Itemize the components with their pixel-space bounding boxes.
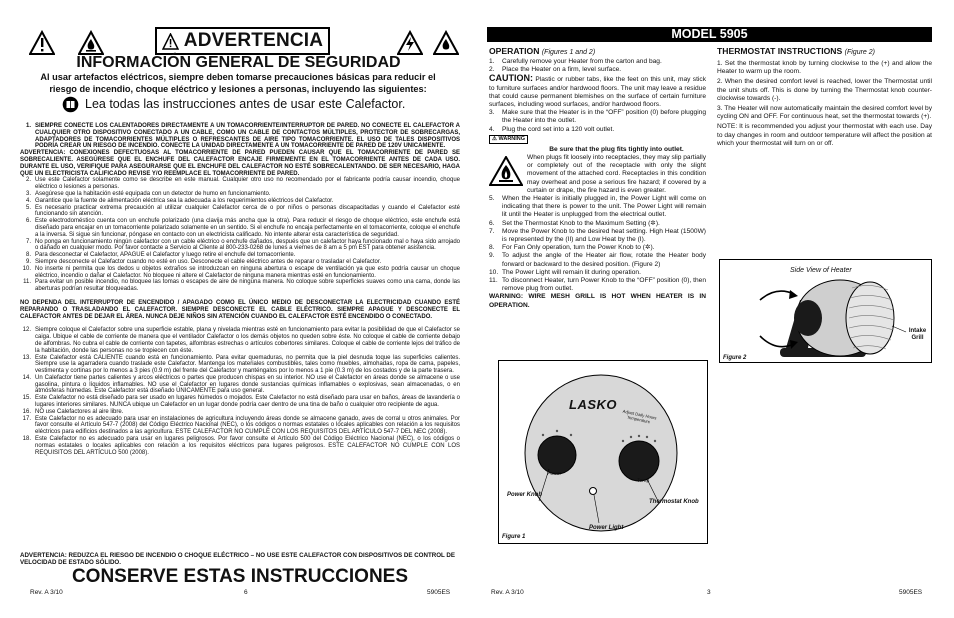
figure-1-label: Figure 1	[502, 534, 526, 540]
power-knob-label: Power Knob	[507, 492, 543, 498]
list-item: 2. Use este Calefactor solamente como se describe en este manual. Cualquier otro uso no recomendado por el fabricante podría causar incendio, choque eléctrico o lesiones a personas.	[25, 177, 460, 191]
list-item: 2. Place the Heater on a firm, level surface.	[489, 66, 622, 74]
safety-heading: INFORMACIÓN GENERAL DE SEGURIDAD	[76, 54, 401, 71]
thermostat-paragraph: NOTE: It is recommended you adjust your thermostat with each use. Day to day changes in room and outdoor temperature will affect the position at which your thermostat will turn on or off.	[717, 123, 932, 147]
list-item: 7. Move the Power Knob to the desired heat setting. High Heat (1500W) is represented by the (II) and Low Heat by the (I).	[489, 227, 706, 244]
list-item: 15. Este Calefactor no está diseñado para ser usado en lugares húmedos o mojados. Este Calefactor no está diseñado para usar en baños, áreas de lavandería o lugares interiores similares. NUNCA ubique un Calefactor en un lugar donde podría caer dentro de una tina de baño o cualquier otro recipiente de agua.	[22, 395, 460, 409]
connection-warning: ADVERTENCIA: CONEXIONES DEFECTUOSAS AL TOMACORRIENTE DE PARED PUEDEN CAUSAR QUE EL TOMACORRIENTE DE PARED SE SOBRECALIENTE. ASEGÚRESE QUE EL ENCHUFE DEL CALEFACTOR ENCAJE FIRMEMENTE EN EL TOMACORRIENTE ANTES DE CADA USO. DURANTE EL USO, VERIFIQUE PARA ASEGURARSE QUE EL ENCHUFE DEL CALEFACTOR NO ESTÉ SOBRECALENTANDO. DE SER NECESARIO, HAGA QUE UN ELECTRICISTA CALIFICADO REVISE Y/O REEMPLACE EL TOMACORRIENTE DE PARED.	[20, 150, 460, 177]
operation-steps-a	[489, 58, 706, 74]
wire-grill-warning: WARNING: WIRE MESH GRILL IS HOT WHEN HEATER IS IN OPERATION.	[489, 293, 706, 309]
thermostat-paragraph: 3. The Heater will now automatically maintain the desired comfort level by cycling ON and OFF. For continuous heat, set the thermostat towards (+).	[717, 105, 932, 121]
control-panel-illustration	[499, 361, 709, 545]
operation-column	[489, 46, 706, 310]
list-item: 14. Un Calefactor tiene partes calientes y arcos eléctricos o partes que producen chispas en su interior. NO use el Calefactor en áreas donde se almacene o use gasolina, pintura o líquidos inflamables. NO use el Calefactor en lugares donde sustancias químicas inflamables o explosivas, sean almacenadas, o en atmósferas húmedas. Este Calefactor está diseñado ÚNICAMENTE para uso general.	[22, 374, 460, 395]
temp-dial-word: Temp	[637, 478, 650, 484]
list-item: 3. Asegúrese que la habitación esté equipada con un detector de humo en funcionamiento.	[25, 190, 271, 197]
warning-badge: ⚠ WARNING	[489, 135, 528, 144]
caution-paragraph: CAUTION: Plastic or rubber tabs, like the feet on this unit, may stick to furniture surfaces and/or hardwood floors. The unit may leave a residue that could cause permanent blemishes on the surface of certain furniture surfaces, including wood surfaces, and/or hardwood floors.	[489, 73, 706, 109]
fire-hazard-icon	[433, 30, 459, 56]
operation-steps-b	[489, 109, 706, 134]
read-instructions-row	[62, 95, 452, 113]
list-item: 11. To disconnect Heater, turn Power Knob to the “OFF” position (0), then remove plug from outlet.	[489, 277, 706, 293]
plug-warning-block	[489, 146, 706, 195]
list-item: 5. Es necesario practicar extrema precaución al utilizar cualquier Calefactor cerca de o por niños o personas discapacitadas y cuando el Calefactor esté funcionando sin atención.	[25, 204, 460, 218]
list-item: 10. The Power Light will remain lit during operation.	[489, 268, 641, 276]
thermostat-knob-label: Thermostat Knob	[649, 499, 699, 505]
safety-items-a	[20, 177, 460, 293]
intake-grill-label: Intake Grill	[908, 328, 927, 341]
plug-warning-head: Be sure that the plug fits tightly into outlet.	[549, 145, 684, 153]
warning-triangle-icon	[29, 30, 55, 56]
footer-revision: Rev. A 3/10	[491, 589, 524, 596]
power-light-label: Power Light	[589, 525, 624, 531]
list-item: 4. Garantice que la fuente de alimentación eléctrica sea la adecuada a los requerimientos eléctricos del Calefactor.	[25, 197, 334, 204]
list-item: 3. Make sure that the Heater is in the “OFF” position (0) before plugging the Heater into the outlet.	[489, 109, 706, 125]
list-item: 13. Este Calefactor está CALIENTE cuando está en funcionamiento. Para evitar quemaduras, no permita que la piel desnuda toque las superficies calientes. Siempre use la agarradera cuando traslade este Calefactor. Mantenga los materiales combustibles, tales como muebles, almohadas, ropa de cama, papeles, vestimenta y cortinas por lo menos a 3 pies (0.9 m) del frente del Calefactor y manténgalos por lo menos a 1 pie (0.3 m) de los costados y de la parte trasera.	[22, 354, 460, 375]
figure-2-title: Side View of Heater	[790, 267, 852, 274]
figure-1-control-panel	[498, 360, 708, 544]
thermostat-heading: THERMOSTAT INSTRUCTIONS (Figure 2)	[717, 46, 875, 56]
fire-hazard-icon	[489, 156, 523, 186]
list-item: 4. Plug the cord set into a 120 volt outlet.	[489, 125, 615, 133]
list-item: 9. To adjust the angle of the Heater air flow, rotate the Heater body forward or backward to the desired position. (Figure 2)	[489, 252, 706, 268]
footer-doc-code: 5905ES	[899, 589, 923, 596]
list-item: 16. NO use Calefactores al aire libre.	[22, 408, 124, 415]
list-item: 12. Siempre coloque el Calefactor sobre una superficie estable, plana y nivelada mientras esté en funcionamiento para evitar la posibilidad de que el Calefactor se caiga. Ubique el cable de corriente de manera que el ventilador Calefactor o los demás objetos no queden sobre éste. No coloque el cable de corriente debajo de alfombras. No cubra el cable de corriente con tapetes, alfombras estrechas o artículos cobertores similares. Coloque el cable de corriente lejos del tráfico de la habitación, donde las personas no se tropiecen con éste.	[22, 327, 460, 354]
figure-2-label: Figure 2	[723, 355, 747, 361]
thermostat-paragraph: 2. When the desired comfort level is reached, lower the Thermostat until the unit shuts off. This is done by turning the Thermostat knob counter-clockwise towards (-).	[717, 78, 932, 102]
thermostat-paragraph: 1. Set the thermostat knob by turning clockwise to the (+) and allow the Heater to warm up the room.	[717, 60, 932, 76]
list-item: 17. Este Calefactor no es adecuado para usar en instalaciones de agricultura incluyendo áreas donde se almacene ganado, aves de corral u otros animales. Por favor consulte el Artículo 547-7 (2008) del Código Eléctrico Nacional (NEC), o los códigos o normas estatales o locales aplicables con relación a los requisitos eléctricos para edificios destinados a las agricultura. ESTE CALEFACTOR NO CUMPLE CON LOS REQUISITOS DEL ARTÍCULO 547-7 DEL NEC (2008).	[22, 415, 460, 436]
operation-steps-c	[489, 195, 706, 293]
switch-note: NO DEPENDA DEL INTERRUPTOR DE ENCENDIDO / APAGADO COMO EL ÚNICO MEDIO DE DESCONECTAR LA ELECTRICIDAD CUANDO ESTÉ REPARANDO O TRASLADANDO EL CALEFACTOR. SIEMPRE DESCONECTE EL CABLE ELÉCTRICO. SIEMPRE APAGUE Y DESCONECTE EL CALEFACTOR ANTES DE DEJAR EL ÁREA. NUNCA DEJE NIÑOS SIN ATENCIÓN CUANDO EL CALEFACTOR ESTÉ ENCENDIDO O CONECTADO.	[20, 299, 460, 320]
final-warning: ADVERTENCIA: REDUZCA EL RIESGO DE INCENDIO O CHOQUE ELÉCTRICO – NO USE ESTE CALEFACTOR CON DISPOSITIVOS DE CONTROL DE VELOCIDAD DE ESTADO SÓLIDO.	[20, 552, 455, 567]
list-item: 1. SIEMPRE CONECTE LOS CALENTADORES DIRECTAMENTE A UN TOMACORRIENTE/INTERRUPTOR DE PARED. NO CONECTE EL CALEFACTOR A CUALQUIER OTRO DISPOSITIVO CONECTADO A UN CABLE, COMO UN CABLE DE CONTACTOS MÚLTIPLES, PROTECTOR DE SOBRECARGAS, ADAPTADORES DE TOMACORRIENTES MÚLTIPLES O REFRESCANTES DE AIRE TIPO TOMACORRIENTE. EL USO DE TALES DISPOSITIVOS PODRÍA CREAR UN RIESGO DE INCENDIO. CONECTE LA UNIDAD DIRECTAMENTE A UN TOMACORRIENTE DE PARED DE 120V UNICAMENTE.	[25, 123, 460, 150]
read-instructions-text: Lea todas las instrucciones antes de usar este Calefactor.	[85, 97, 406, 111]
safety-items-b	[20, 327, 460, 456]
conserve-heading: CONSERVE ESTAS INSTRUCCIONES	[71, 566, 409, 587]
advertencia-title: ADVERTENCIA	[183, 30, 324, 51]
footer-page-number: 6	[244, 589, 248, 596]
fire-hazard-icon	[78, 30, 104, 56]
spanish-safety-list	[20, 123, 460, 456]
list-item: 1. Carefully remove your Heater from the carton and bag.	[489, 58, 662, 65]
safety-intro: Al usar artefactos eléctricos, siempre deben tomarse precauciones básicas para reducir el riesgo de incendio, choque eléctrico y lesiones a personas, incluyendo las siguientes:	[40, 72, 436, 94]
figure-2-side-view	[719, 259, 932, 363]
list-item: 8. For Fan Only operation, turn the Power Knob to (✲).	[489, 244, 655, 252]
plug-warning-body: When plugs fit loosely into receptacles, they may slip partially or completely out of the receptacle with only the slight movement of the attached cord. Receptacles in this condition may overheat and pose a serious fire hazard; if covered by a curtain or drape, the fire hazard is even greater.	[527, 154, 706, 194]
lasko-logo: LASKO	[569, 397, 617, 412]
model-banner: MODEL 5905	[487, 27, 932, 42]
operation-heading: OPERATION (Figures 1 and 2)	[489, 46, 596, 56]
list-item: 6. Este electrodoméstico cuenta con un enchufe polarizado (una clavija más ancha que la otra). Para reducir el riesgo de choque eléctrico, este enchufe está diseñado para encajar en un tomacorriente polarizado solamente en un sentido. Si el enchufe no encaja perfectamente en el tomacorriente, coloque el enchufe a la inversa. Si sigue sin funcionar, póngase en contacto con un electricista calificado. No intente alterar esta característica de seguridad.	[25, 218, 460, 238]
thermostat-column	[717, 46, 932, 148]
advertencia-banner	[155, 27, 330, 55]
footer-page-number: 3	[707, 589, 711, 596]
list-item: 7. No ponga en funcionamiento ningún calefactor con un cable eléctrico o enchufe dañados, después que un calefactor haya funcionado mal o haya sido arrojado o dañado en cualquier modo. Por favor contacte a Servicio al Cliente al 800-233-0268 de lunes a viernes de 8 am a 5 pm EST para obtener asistencia.	[25, 238, 460, 252]
power-dial-word: Power	[547, 471, 562, 477]
electric-shock-icon	[397, 30, 423, 56]
list-item: 10. No inserte ni permita que los dedos u objetos extraños se introduzcan en ninguna abertura o escape de ventilación ya que esto podría causar un choque eléctrico, incendio o dañar el Calefactor. No bloquee ni altere el Calefactor de ninguna manera mientras esté en funcionamiento.	[22, 265, 460, 279]
list-item: 9. Siempre desconecte el Calefactor cuando no esté en uso. Desconecte el cable eléctrico antes de reparar o trasladar el Calefactor.	[25, 258, 382, 265]
warning-triangle-icon	[162, 33, 179, 50]
footer-revision: Rev. A 3/10	[30, 589, 63, 596]
list-item: 6. Set the Thermostat Knob to the Maximum Setting (✲).	[489, 219, 660, 227]
footer-doc-code: 5905ES	[427, 589, 451, 596]
list-item: 5. When the Heater is initially plugged in, the Power Light will come on indicating that there is power to the unit. The Power Light will remain lit until the Heater is unplugged from the electrical outlet.	[489, 195, 706, 219]
list-item: 18. Este Calefactor no es adecuado para usar en lugares peligrosos. Por favor consulte el Artículo 500 del Código Eléctrico Nacional (NEC), o los códigos o normas estatales o locales aplicables con relación a los requisitos eléctricos para lugares peligrosos. ESTE CALEFACTOR NO CUMPLE CON LOS REQUISITOS DEL ARTÍCULO 500 (2008).	[22, 436, 460, 456]
heater-side-illustration	[720, 260, 933, 364]
thermostat-paragraphs	[717, 60, 932, 148]
list-item: 11. Para evitar un posible incendio, no bloquee las tomas o escapes de aire de ninguna manera. No coloque sobre superficies suaves como una cama, donde las aberturas podrían resultar bloqueadas.	[23, 279, 460, 293]
dial-arc-text: Adjust Daily Hours Temperature	[622, 408, 658, 424]
list-item: 8. Para desconectar el Calefactor, APAGUE el Calefactor y luego retire el enchufe del tomacorriente.	[25, 252, 296, 259]
read-manual-icon	[62, 96, 79, 113]
